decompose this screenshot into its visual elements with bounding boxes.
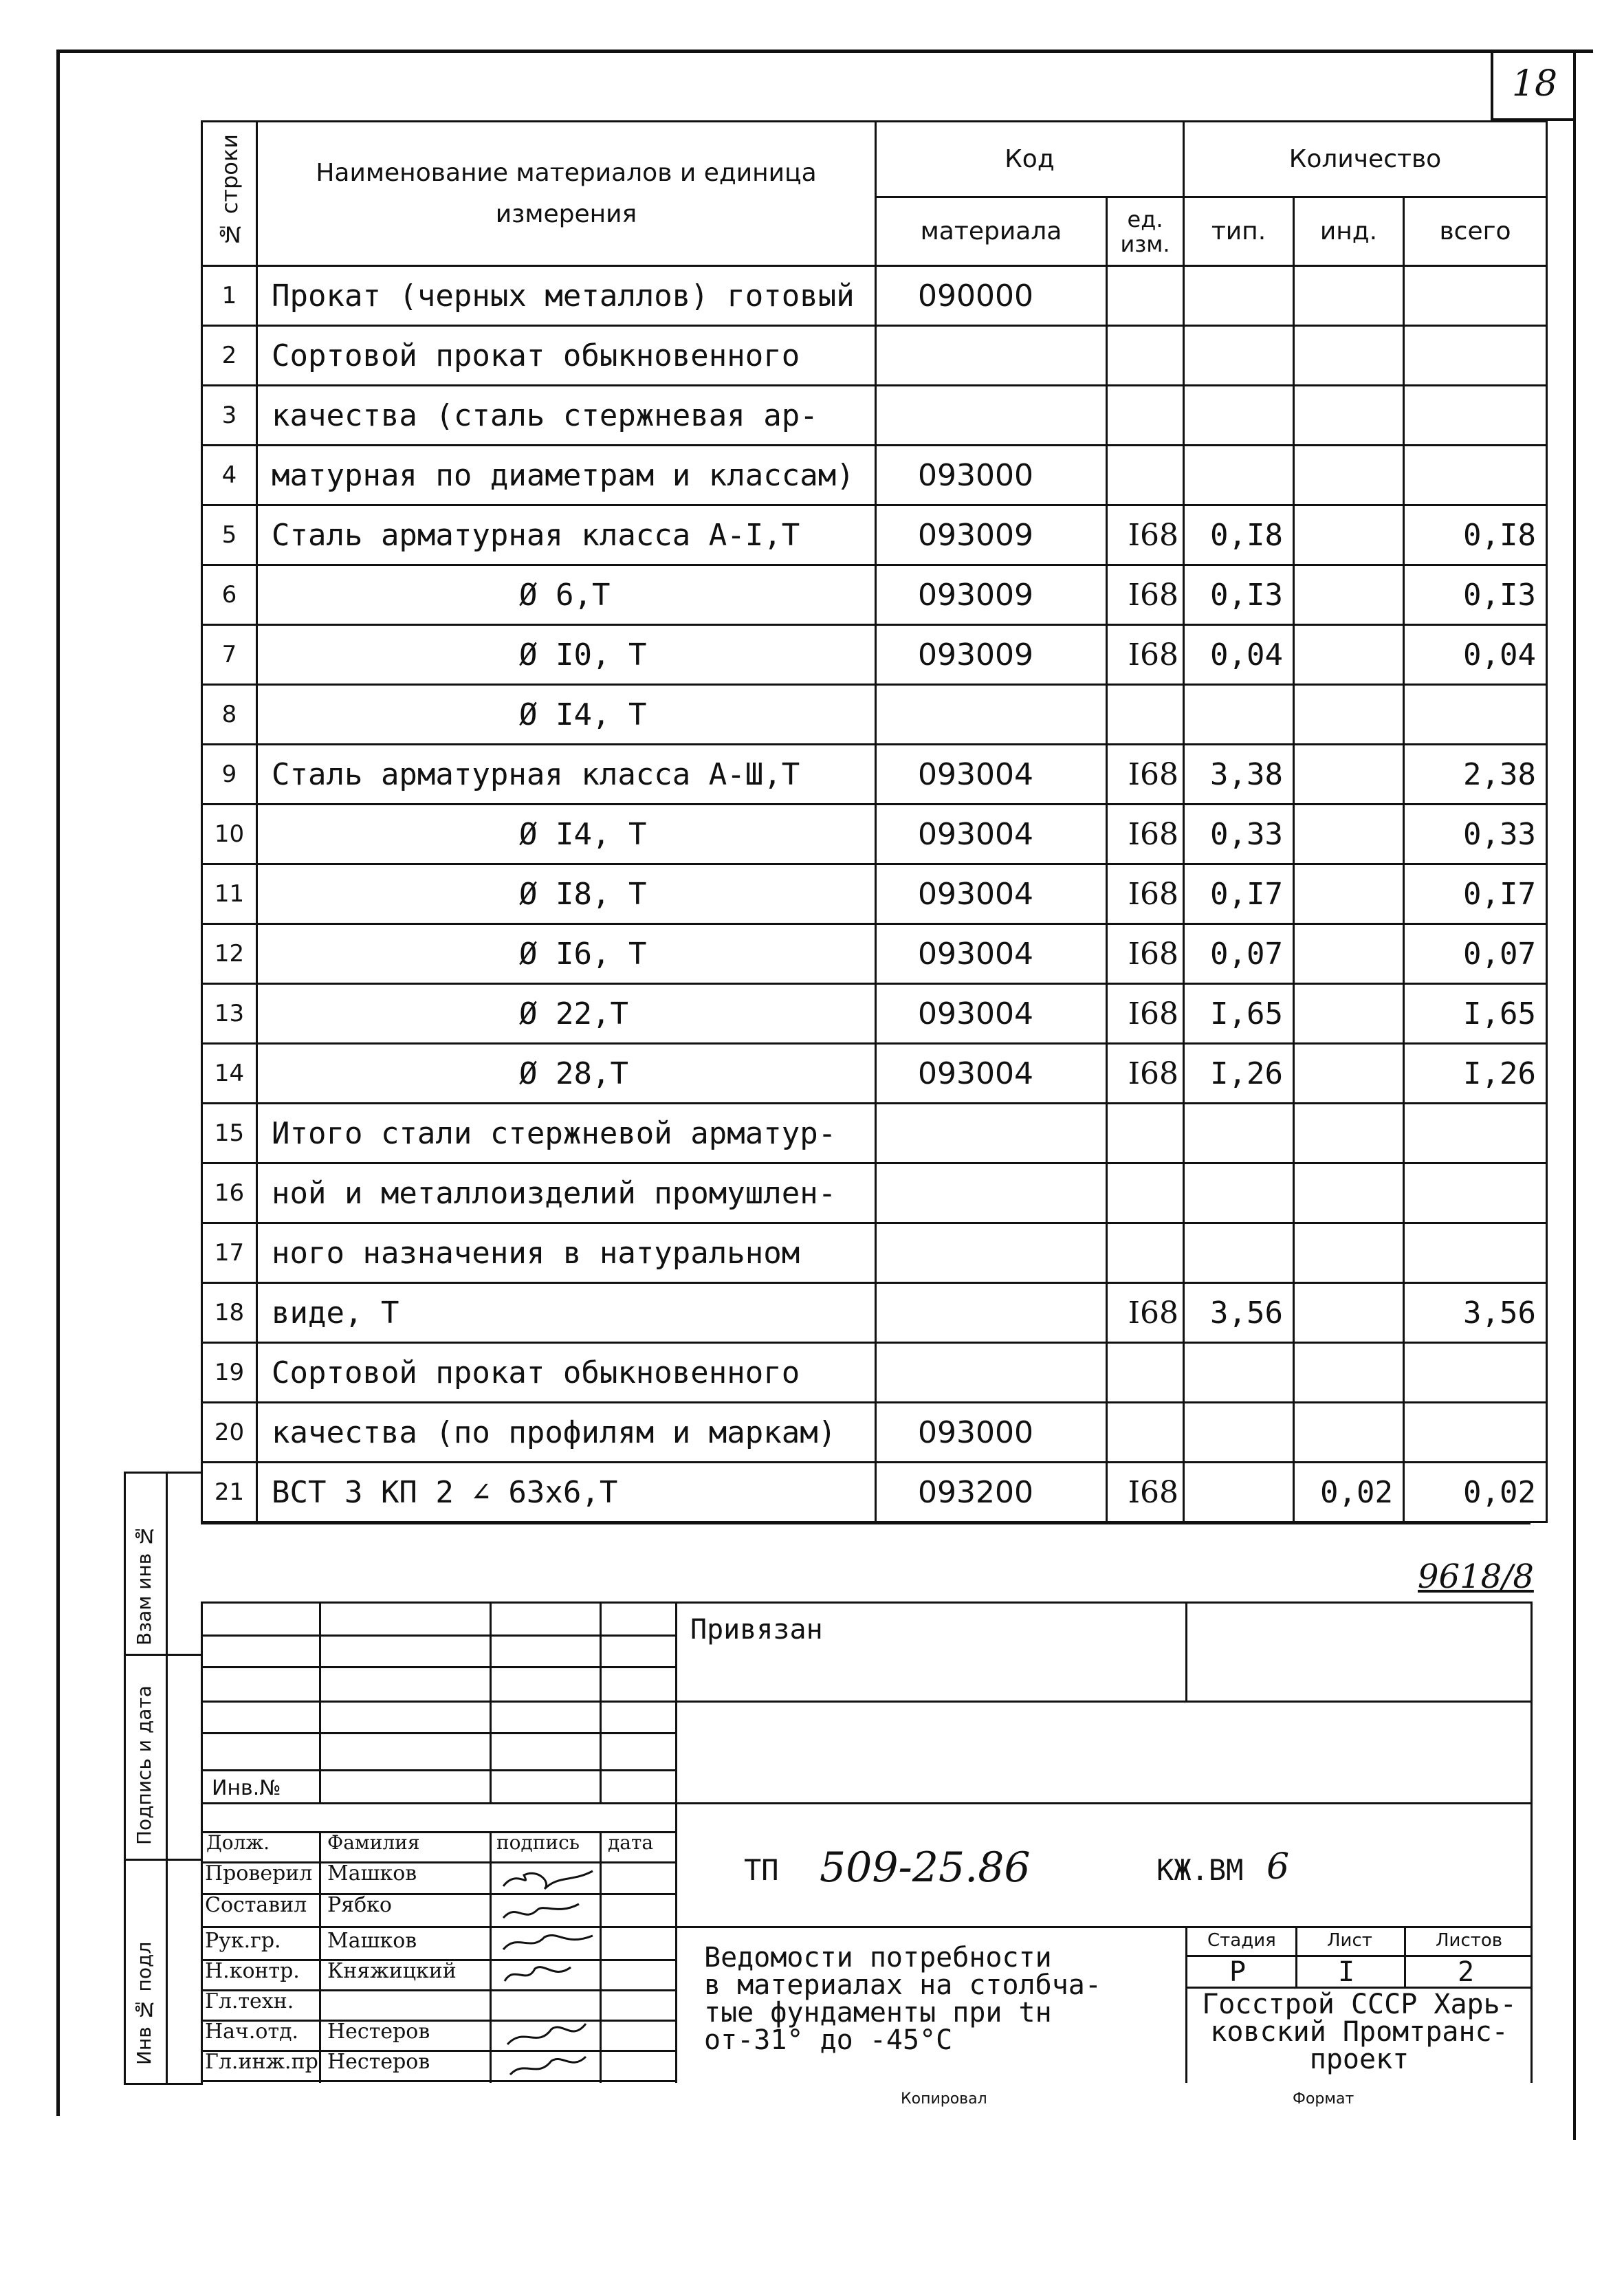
table-row (202, 1044, 1547, 1104)
qty-ind (1294, 984, 1404, 1044)
table-row (202, 745, 1547, 805)
qty-total: 0,I7 (1404, 864, 1547, 924)
unit-code: I68 (1107, 924, 1184, 984)
sheets-value: 2 (1458, 1956, 1475, 1988)
material-code: 093000 (876, 446, 1107, 505)
table-row (202, 805, 1547, 864)
qty-ind (1294, 446, 1404, 505)
qty-total: 0,07 (1404, 924, 1547, 984)
title-line: в материалах на столбча- (704, 1969, 1101, 2001)
stamp-position: Н.контр. (205, 1959, 300, 1983)
col-code-group: Код (876, 122, 1184, 197)
unit-code: I68 (1107, 1283, 1184, 1343)
material-name: Прокат (черных металлов) готовый (257, 266, 876, 326)
side-label-inv-orig: Инв № подл (133, 1941, 155, 2065)
row-number: 17 (202, 1223, 257, 1283)
doc-code-suffix: КЖ.ВМ (1156, 1853, 1244, 1887)
qty-total (1404, 326, 1547, 386)
qty-typ (1184, 386, 1294, 446)
frame-right-line (1573, 50, 1576, 2140)
qty-typ (1184, 1343, 1294, 1403)
row-number: 3 (202, 386, 257, 446)
qty-total: 3,56 (1404, 1283, 1547, 1343)
org-line: проект (1309, 2044, 1409, 2075)
table-row (202, 1104, 1547, 1163)
material-code: 093200 (876, 1463, 1107, 1522)
doc-code-prefix: ТП (744, 1853, 779, 1887)
qty-ind (1294, 685, 1404, 745)
qty-ind (1294, 1163, 1404, 1223)
sheet-number: 18 (1491, 50, 1576, 121)
row-number: 15 (202, 1104, 257, 1163)
table-row (202, 625, 1547, 685)
qty-total: I,26 (1404, 1044, 1547, 1104)
row-number: 20 (202, 1403, 257, 1463)
qty-typ (1184, 1104, 1294, 1163)
row-number: 12 (202, 924, 257, 984)
unit-code: I68 (1107, 505, 1184, 565)
stamp-surname: Рябко (327, 1893, 392, 1917)
material-code (876, 685, 1107, 745)
title-line: от-31° до -45°С (704, 2024, 953, 2056)
material-code (876, 386, 1107, 446)
qty-total: 0,I3 (1404, 565, 1547, 625)
stamp-surname: Машков (327, 1861, 417, 1885)
row-number: 14 (202, 1044, 257, 1104)
material-code (876, 1223, 1107, 1283)
row-number: 18 (202, 1283, 257, 1343)
table-row (202, 1223, 1547, 1283)
qty-typ (1184, 1403, 1294, 1463)
qty-typ (1184, 266, 1294, 326)
material-code: 093009 (876, 565, 1107, 625)
col-surname: Фамилия (327, 1831, 420, 1854)
material-code (876, 1343, 1107, 1403)
qty-ind (1294, 924, 1404, 984)
material-code: 093004 (876, 745, 1107, 805)
material-code: 093009 (876, 625, 1107, 685)
qty-ind (1294, 1044, 1404, 1104)
stamp-position: Проверил (205, 1861, 313, 1885)
qty-ind (1294, 326, 1404, 386)
material-name: Ø 6,Т (257, 565, 876, 625)
stamp-position: Гл.техн. (205, 1989, 294, 2013)
unit-code (1107, 1163, 1184, 1223)
qty-ind: 0,02 (1294, 1463, 1404, 1522)
unit-code: I68 (1107, 625, 1184, 685)
sheet-label: Лист (1327, 1930, 1372, 1951)
col-qty-group: Количество (1184, 122, 1547, 197)
material-name: Сталь арматурная класса А-I,Т (257, 505, 876, 565)
qty-typ: 3,38 (1184, 745, 1294, 805)
material-name: матурная по диаметрам и классам) (257, 446, 876, 505)
org-line: ковский Промтранс- (1210, 2016, 1508, 2048)
title-line: тые фундаменты при tн (704, 1997, 1052, 2029)
qty-ind (1294, 1283, 1404, 1343)
stage-value: Р (1229, 1956, 1247, 1988)
qty-total (1404, 1163, 1547, 1223)
material-name: Ø I6, Т (257, 924, 876, 984)
qty-ind (1294, 386, 1404, 446)
stamp-position: Рук.гр. (205, 1929, 281, 1953)
stamp-position: Составил (205, 1893, 307, 1917)
material-name: Ø I4, Т (257, 805, 876, 864)
qty-typ: I,26 (1184, 1044, 1294, 1104)
col-qty-total: всего (1404, 197, 1547, 266)
unit-code (1107, 266, 1184, 326)
unit-code (1107, 1343, 1184, 1403)
material-code: 093000 (876, 1403, 1107, 1463)
material-name: ной и металлоизделий промушлен- (257, 1163, 876, 1223)
table-row (202, 1343, 1547, 1403)
unit-code: I68 (1107, 745, 1184, 805)
qty-typ: 0,I7 (1184, 864, 1294, 924)
material-code: 093004 (876, 805, 1107, 864)
material-name: Сортовой прокат обыкновенного (257, 326, 876, 386)
unit-code: I68 (1107, 1463, 1184, 1522)
col-row-no: № строки (202, 122, 257, 266)
signatures (496, 1861, 600, 2080)
footer-format: Формат (1293, 2090, 1354, 2108)
material-code: 093009 (876, 505, 1107, 565)
material-code (876, 1283, 1107, 1343)
col-qty-ind: инд. (1294, 197, 1404, 266)
table-row (202, 984, 1547, 1044)
unit-code: I68 (1107, 864, 1184, 924)
qty-total (1404, 1343, 1547, 1403)
qty-ind (1294, 505, 1404, 565)
qty-typ (1184, 326, 1294, 386)
material-name: ВСТ 3 КП 2 ∠ 63х6,Т (257, 1463, 876, 1522)
qty-total: 0,33 (1404, 805, 1547, 864)
unit-code (1107, 446, 1184, 505)
qty-total (1404, 266, 1547, 326)
row-number: 2 (202, 326, 257, 386)
table-row (202, 864, 1547, 924)
stage-label: Стадия (1207, 1930, 1276, 1951)
stamp-position: Нач.отд. (205, 2020, 299, 2044)
row-number: 9 (202, 745, 257, 805)
row-number: 21 (202, 1463, 257, 1522)
material-code (876, 326, 1107, 386)
qty-total (1404, 1104, 1547, 1163)
row-number: 11 (202, 864, 257, 924)
qty-ind (1294, 1223, 1404, 1283)
col-name: Наименование материалов и единица измерения (257, 122, 876, 266)
unit-code (1107, 1223, 1184, 1283)
qty-ind (1294, 1104, 1404, 1163)
material-name: Ø I4, Т (257, 685, 876, 745)
material-code: 093004 (876, 1044, 1107, 1104)
qty-ind (1294, 266, 1404, 326)
stamp-position: Гл.инж.пр (205, 2050, 318, 2074)
qty-total: 0,I8 (1404, 505, 1547, 565)
title-block (201, 1522, 1534, 2083)
qty-typ (1184, 1163, 1294, 1223)
unit-code (1107, 326, 1184, 386)
stamp-surname: Нестеров (327, 2050, 430, 2074)
unit-code (1107, 685, 1184, 745)
row-number: 8 (202, 685, 257, 745)
table-row (202, 505, 1547, 565)
material-name: качества (сталь стержневая ар- (257, 386, 876, 446)
material-name: Ø 28,Т (257, 1044, 876, 1104)
qty-typ: 0,I3 (1184, 565, 1294, 625)
organization (1191, 1991, 1528, 2073)
material-code: 093004 (876, 984, 1107, 1044)
qty-typ: 0,I8 (1184, 505, 1294, 565)
col-signature: подпись (496, 1831, 580, 1854)
sheet-value: I (1338, 1956, 1355, 1988)
material-name: Ø 22,Т (257, 984, 876, 1044)
table-row (202, 386, 1547, 446)
table-row (202, 1463, 1547, 1522)
row-number: 13 (202, 984, 257, 1044)
stamp-surname: Княжицкий (327, 1959, 457, 1983)
unit-code (1107, 386, 1184, 446)
table-row (202, 1163, 1547, 1223)
doc-code-number: 509-25.86 (820, 1844, 1031, 1892)
table-row (202, 446, 1547, 505)
material-code: 093004 (876, 864, 1107, 924)
qty-ind (1294, 745, 1404, 805)
col-code-unit: ед. изм. (1107, 197, 1184, 266)
col-date: дата (608, 1831, 654, 1854)
qty-ind (1294, 1403, 1404, 1463)
qty-ind (1294, 565, 1404, 625)
materials-table (201, 120, 1548, 1523)
archive-number: 9618/8 (1418, 1557, 1534, 1596)
side-label-replace-inv: Взам инв № (133, 1524, 155, 1646)
unit-code: I68 (1107, 1044, 1184, 1104)
qty-ind (1294, 805, 1404, 864)
qty-total: 0,04 (1404, 625, 1547, 685)
material-code: 093004 (876, 924, 1107, 984)
row-number: 5 (202, 505, 257, 565)
qty-typ: 0,04 (1184, 625, 1294, 685)
qty-total: 2,38 (1404, 745, 1547, 805)
material-name: Сортовой прокат обыкновенного (257, 1343, 876, 1403)
qty-total (1404, 1223, 1547, 1283)
material-name: Ø I0, Т (257, 625, 876, 685)
row-number: 6 (202, 565, 257, 625)
document-title (704, 1944, 1101, 2054)
row-number: 7 (202, 625, 257, 685)
row-number: 1 (202, 266, 257, 326)
table-row (202, 685, 1547, 745)
material-name: Сталь арматурная класса А-Ш,Т (257, 745, 876, 805)
doc-code-sheet: 6 (1266, 1846, 1290, 1888)
row-number: 10 (202, 805, 257, 864)
material-name: Ø I8, Т (257, 864, 876, 924)
qty-typ: 0,33 (1184, 805, 1294, 864)
table-row (202, 266, 1547, 326)
material-name: Итого стали стержневой арматур- (257, 1104, 876, 1163)
table-row (202, 924, 1547, 984)
qty-total (1404, 386, 1547, 446)
title-line: Ведомости потребности (704, 1942, 1052, 1974)
qty-total: 0,02 (1404, 1463, 1547, 1522)
stamp-surname: Нестеров (327, 2020, 430, 2044)
table-row (202, 565, 1547, 625)
table-row (202, 1283, 1547, 1343)
sheets-label: Листов (1436, 1930, 1503, 1951)
row-number: 19 (202, 1343, 257, 1403)
qty-typ (1184, 446, 1294, 505)
qty-typ: 3,56 (1184, 1283, 1294, 1343)
inv-no-label: Инв.№ (212, 1776, 281, 1800)
unit-code (1107, 1403, 1184, 1463)
org-line: Госстрой СССР Харь- (1202, 1989, 1517, 2020)
qty-ind (1294, 864, 1404, 924)
row-number: 4 (202, 446, 257, 505)
qty-typ: 0,07 (1184, 924, 1294, 984)
side-label-signature-date: Подпись и дата (133, 1685, 155, 1845)
unit-code: I68 (1107, 565, 1184, 625)
row-number: 16 (202, 1163, 257, 1223)
stamp-surname: Машков (327, 1929, 417, 1953)
col-qty-typ: тип. (1184, 197, 1294, 266)
footer-copied: Копировал (901, 2090, 987, 2108)
material-name: виде, Т (257, 1283, 876, 1343)
unit-code (1107, 1104, 1184, 1163)
material-code (876, 1163, 1107, 1223)
table-row (202, 1403, 1547, 1463)
unit-code: I68 (1107, 805, 1184, 864)
unit-code: I68 (1107, 984, 1184, 1044)
linked-label: Привязан (690, 1614, 823, 1646)
material-name: качества (по профилям и маркам) (257, 1403, 876, 1463)
material-code (876, 1104, 1107, 1163)
material-code: 090000 (876, 266, 1107, 326)
qty-ind (1294, 625, 1404, 685)
qty-total (1404, 446, 1547, 505)
col-code-material: материала (876, 197, 1107, 266)
qty-total: I,65 (1404, 984, 1547, 1044)
qty-ind (1294, 1343, 1404, 1403)
qty-typ: I,65 (1184, 984, 1294, 1044)
table-row (202, 326, 1547, 386)
material-name: ного назначения в натуральном (257, 1223, 876, 1283)
side-stamp-strip (124, 1472, 203, 2085)
qty-typ (1184, 685, 1294, 745)
qty-typ (1184, 1223, 1294, 1283)
qty-typ (1184, 1463, 1294, 1522)
qty-total (1404, 1403, 1547, 1463)
col-position: Долж. (206, 1831, 270, 1854)
qty-total (1404, 685, 1547, 745)
